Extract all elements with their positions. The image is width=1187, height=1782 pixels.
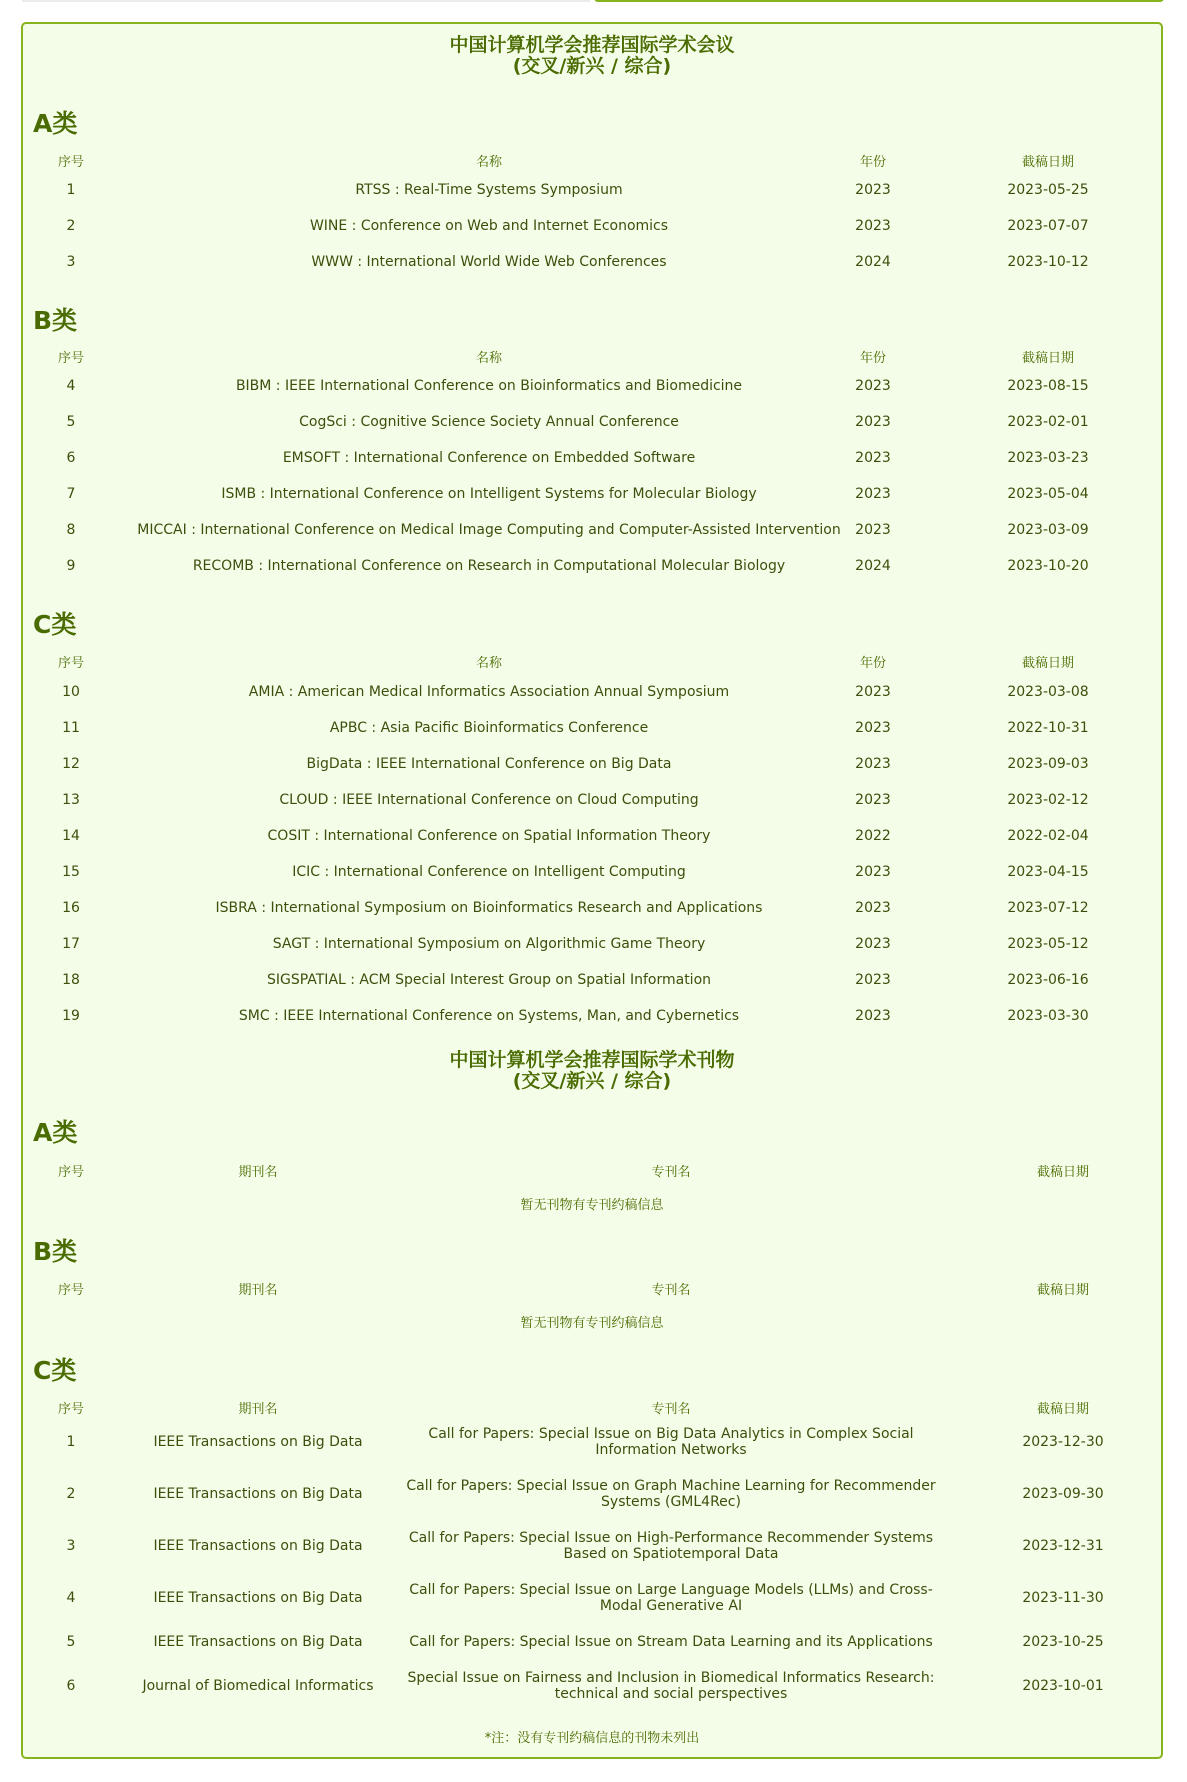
row-deadline: 2023-03-08	[1007, 684, 1089, 700]
conference-name-link[interactable]: CLOUD : IEEE International Conference on Cloud Computing	[279, 792, 699, 808]
row-deadline: 2023-11-30	[1022, 1590, 1104, 1606]
row-year: 2023	[855, 486, 891, 502]
row-year: 2023	[855, 522, 891, 538]
header-name: 名称	[475, 351, 502, 366]
row-no: 13	[62, 792, 80, 808]
row-year: 2023	[855, 450, 891, 466]
row-deadline: 2023-10-01	[1022, 1678, 1104, 1694]
row-no: 14	[62, 828, 80, 844]
row-deadline: 2023-10-12	[1007, 254, 1089, 270]
row-deadline: 2023-10-25	[1022, 1634, 1104, 1650]
table-row	[23, 1422, 1161, 1462]
row-deadline: 2022-02-04	[1007, 828, 1089, 844]
table-row	[23, 755, 1161, 775]
conference-table-header	[23, 655, 1161, 675]
ccf-recommendation-panel	[21, 22, 1163, 1759]
header-no: 序号	[57, 1402, 84, 1417]
row-year: 2023	[855, 182, 891, 198]
journal-table-header	[23, 1401, 1161, 1421]
row-no: 15	[62, 864, 80, 880]
table-row	[23, 935, 1161, 955]
header-name: 名称	[475, 155, 502, 170]
header-year: 年份	[859, 155, 886, 170]
table-row	[23, 449, 1161, 469]
row-deadline: 2023-02-12	[1007, 792, 1089, 808]
header-deadline: 截稿日期	[1021, 155, 1074, 170]
special-issue-link[interactable]: Call for Papers: Special Issue on Stream Data Learning and its Applications	[409, 1634, 933, 1650]
table-row	[23, 863, 1161, 883]
row-no: 19	[62, 1008, 80, 1024]
table-row	[23, 683, 1161, 703]
row-year: 2024	[855, 558, 891, 574]
conference-name-link[interactable]: EMSOFT : International Conference on Embedded Software	[282, 450, 696, 466]
conference-name-link[interactable]: APBC : Asia Pacific Bioinformatics Conference	[329, 720, 649, 736]
table-row	[23, 217, 1161, 237]
row-year: 2023	[855, 972, 891, 988]
journal-category-c: C类	[33, 1356, 77, 1385]
table-row	[23, 253, 1161, 273]
conference-category-a: A类	[33, 109, 78, 138]
row-deadline: 2023-03-30	[1007, 1008, 1089, 1024]
conference-category-c: C类	[33, 610, 77, 639]
header-deadline: 截稿日期	[1036, 1402, 1089, 1417]
conference-table-header	[23, 350, 1161, 370]
row-deadline: 2023-04-15	[1007, 864, 1089, 880]
journal-section-title	[23, 1050, 1161, 1092]
table-row	[23, 557, 1161, 577]
conference-name-link[interactable]: CogSci : Cognitive Science Society Annual Conference	[299, 414, 679, 430]
header-issue: 专刊名	[651, 1165, 691, 1180]
conference-name-link[interactable]: COSIT : International Conference on Spatial Information Theory	[267, 828, 711, 844]
conference-name-link[interactable]: WWW : International World Wide Web Conferences	[311, 254, 667, 270]
table-row	[23, 971, 1161, 991]
row-deadline: 2023-03-09	[1007, 522, 1089, 538]
row-deadline: 2023-05-12	[1007, 936, 1089, 952]
header-year: 年份	[859, 351, 886, 366]
header-issue: 专刊名	[651, 1283, 691, 1298]
header-journal: 期刊名	[238, 1402, 278, 1417]
row-no: 2	[66, 1486, 76, 1502]
header-no: 序号	[57, 1283, 84, 1298]
row-year: 2023	[855, 936, 891, 952]
row-no: 1	[66, 182, 76, 198]
row-deadline: 2022-10-31	[1007, 720, 1089, 736]
journal-name: IEEE Transactions on Big Data	[153, 1434, 363, 1450]
row-year: 2023	[855, 900, 891, 916]
empty-message: 暂无刊物有专刊约稿信息	[520, 1316, 664, 1331]
journal-name: IEEE Transactions on Big Data	[153, 1634, 363, 1650]
table-row	[23, 413, 1161, 433]
row-year: 2023	[855, 218, 891, 234]
row-year: 2023	[855, 378, 891, 394]
row-no: 7	[66, 486, 76, 502]
table-row	[23, 899, 1161, 919]
conference-name-link[interactable]: SAGT : International Symposium on Algorithmic Game Theory	[272, 936, 706, 952]
row-deadline: 2023-07-07	[1007, 218, 1089, 234]
table-row	[23, 827, 1161, 847]
row-deadline: 2023-09-30	[1022, 1486, 1104, 1502]
header-journal: 期刊名	[238, 1165, 278, 1180]
special-issue-link[interactable]: Special Issue on Fairness and Inclusion in Biomedical Informatics Research: technical and social perspectives	[407, 1670, 935, 1702]
table-row	[23, 1007, 1161, 1027]
table-row	[23, 1526, 1161, 1566]
table-row	[23, 1578, 1161, 1618]
journal-name: Journal of Biomedical Informatics	[142, 1678, 374, 1694]
journal-name: IEEE Transactions on Big Data	[153, 1538, 363, 1554]
row-deadline: 2023-05-25	[1007, 182, 1089, 198]
conference-title-line2: (交叉/新兴 / 综合)	[512, 55, 672, 77]
row-no: 17	[62, 936, 80, 952]
row-year: 2023	[855, 414, 891, 430]
table-row	[23, 1474, 1161, 1514]
table-row	[23, 791, 1161, 811]
row-deadline: 2023-12-30	[1022, 1434, 1104, 1450]
header-year: 年份	[859, 656, 886, 671]
row-no: 16	[62, 900, 80, 916]
header-deadline: 截稿日期	[1021, 656, 1074, 671]
row-year: 2024	[855, 254, 891, 270]
row-year: 2023	[855, 864, 891, 880]
row-no: 2	[66, 218, 76, 234]
header-no: 序号	[57, 351, 84, 366]
journal-title-line2: (交叉/新兴 / 综合)	[512, 1070, 672, 1092]
header-name: 名称	[475, 656, 502, 671]
journal-name: IEEE Transactions on Big Data	[153, 1486, 363, 1502]
conference-name-link[interactable]: BIBM : IEEE International Conference on Bioinformatics and Biomedicine	[235, 378, 743, 394]
conference-table-header	[23, 154, 1161, 174]
special-issue-link[interactable]: Call for Papers: Special Issue on Graph Machine Learning for Recommender Systems (GML4Rec)	[406, 1478, 936, 1510]
row-no: 11	[62, 720, 80, 736]
table-row	[23, 377, 1161, 397]
conference-name-link[interactable]: ISMB : International Conference on Intelligent Systems for Molecular Biology	[221, 486, 757, 502]
header-deadline: 截稿日期	[1021, 351, 1074, 366]
row-deadline: 2023-05-04	[1007, 486, 1089, 502]
row-no: 1	[66, 1434, 76, 1450]
header-no: 序号	[57, 155, 84, 170]
row-no: 4	[66, 378, 76, 394]
conference-section-title	[23, 35, 1161, 77]
conference-name-link[interactable]: ISBRA : International Symposium on Bioinformatics Research and Applications	[215, 900, 763, 916]
conference-name-link[interactable]: WINE : Conference on Web and Internet Economics	[309, 218, 669, 234]
row-deadline: 2023-02-01	[1007, 414, 1089, 430]
journal-category-b: B类	[33, 1237, 78, 1266]
header-deadline: 截稿日期	[1036, 1283, 1089, 1298]
row-year: 2023	[855, 720, 891, 736]
table-row	[23, 521, 1161, 541]
special-issue-link[interactable]: Call for Papers: Special Issue on Large Language Models (LLMs) and Cross-Modal Generative AI	[409, 1582, 933, 1614]
journal-name: IEEE Transactions on Big Data	[153, 1590, 363, 1606]
row-deadline: 2023-06-16	[1007, 972, 1089, 988]
conference-name-link[interactable]: AMIA : American Medical Informatics Association Annual Symposium	[248, 684, 730, 700]
row-deadline: 2023-08-15	[1007, 378, 1089, 394]
conference-name-link[interactable]: SIGSPATIAL : ACM Special Interest Group on Spatial Information	[266, 972, 712, 988]
footnote: *注：没有专刊约稿信息的刊物未列出	[484, 1731, 700, 1746]
row-no: 8	[66, 522, 76, 538]
row-no: 5	[66, 414, 76, 430]
row-year: 2023	[855, 792, 891, 808]
row-year: 2023	[855, 756, 891, 772]
conference-name-link[interactable]: BigData : IEEE International Conference on Big Data	[306, 756, 672, 772]
header-no: 序号	[57, 656, 84, 671]
special-issue-link[interactable]: Call for Papers: Special Issue on Big Data Analytics in Complex Social Information Networks	[428, 1426, 914, 1458]
row-no: 12	[62, 756, 80, 772]
row-no: 5	[66, 1634, 76, 1650]
row-no: 9	[66, 558, 76, 574]
row-deadline: 2023-12-31	[1022, 1538, 1104, 1554]
row-no: 18	[62, 972, 80, 988]
header-journal: 期刊名	[238, 1283, 278, 1298]
conference-category-b: B类	[33, 306, 78, 335]
row-no: 3	[66, 254, 76, 270]
row-deadline: 2023-10-20	[1007, 558, 1089, 574]
table-row	[23, 719, 1161, 739]
conference-name-link[interactable]: MICCAI : International Conference on Medical Image Computing and Computer-Assisted Intervention	[137, 522, 841, 538]
conference-name-link[interactable]: ICIC : International Conference on Intelligent Computing	[292, 864, 686, 880]
row-no: 10	[62, 684, 80, 700]
journal-table-header	[23, 1164, 1161, 1184]
conference-name-link[interactable]: RECOMB : International Conference on Research in Computational Molecular Biology	[192, 558, 786, 574]
header-no: 序号	[57, 1165, 84, 1180]
journal-category-a: A类	[33, 1118, 78, 1147]
special-issue-link[interactable]: Call for Papers: Special Issue on High-Performance Recommender Systems Based on Spatiotemporal Data	[408, 1530, 934, 1562]
header-issue: 专刊名	[651, 1402, 691, 1417]
journal-title-line1: 中国计算机学会推荐国际学术刊物	[449, 1049, 735, 1071]
conference-title-line1: 中国计算机学会推荐国际学术会议	[449, 34, 735, 56]
empty-message: 暂无刊物有专刊约稿信息	[520, 1198, 664, 1213]
conference-name-link[interactable]: SMC : IEEE International Conference on Systems, Man, and Cybernetics	[238, 1008, 740, 1024]
row-deadline: 2023-03-23	[1007, 450, 1089, 466]
table-row	[23, 1666, 1161, 1706]
row-no: 6	[66, 1678, 76, 1694]
row-no: 6	[66, 450, 76, 466]
previous-panel-edge	[594, 0, 1164, 2]
row-year: 2023	[855, 684, 891, 700]
row-no: 3	[66, 1538, 76, 1554]
journal-table-header	[23, 1282, 1161, 1302]
row-year: 2022	[855, 828, 891, 844]
row-deadline: 2023-07-12	[1007, 900, 1089, 916]
row-no: 4	[66, 1590, 76, 1606]
previous-section-divider	[22, 0, 590, 2]
conference-name-link[interactable]: RTSS : Real-Time Systems Symposium	[355, 182, 623, 198]
table-row	[23, 485, 1161, 505]
header-deadline: 截稿日期	[1036, 1165, 1089, 1180]
table-row	[23, 181, 1161, 201]
row-deadline: 2023-09-03	[1007, 756, 1089, 772]
row-year: 2023	[855, 1008, 891, 1024]
table-row	[23, 1622, 1161, 1662]
